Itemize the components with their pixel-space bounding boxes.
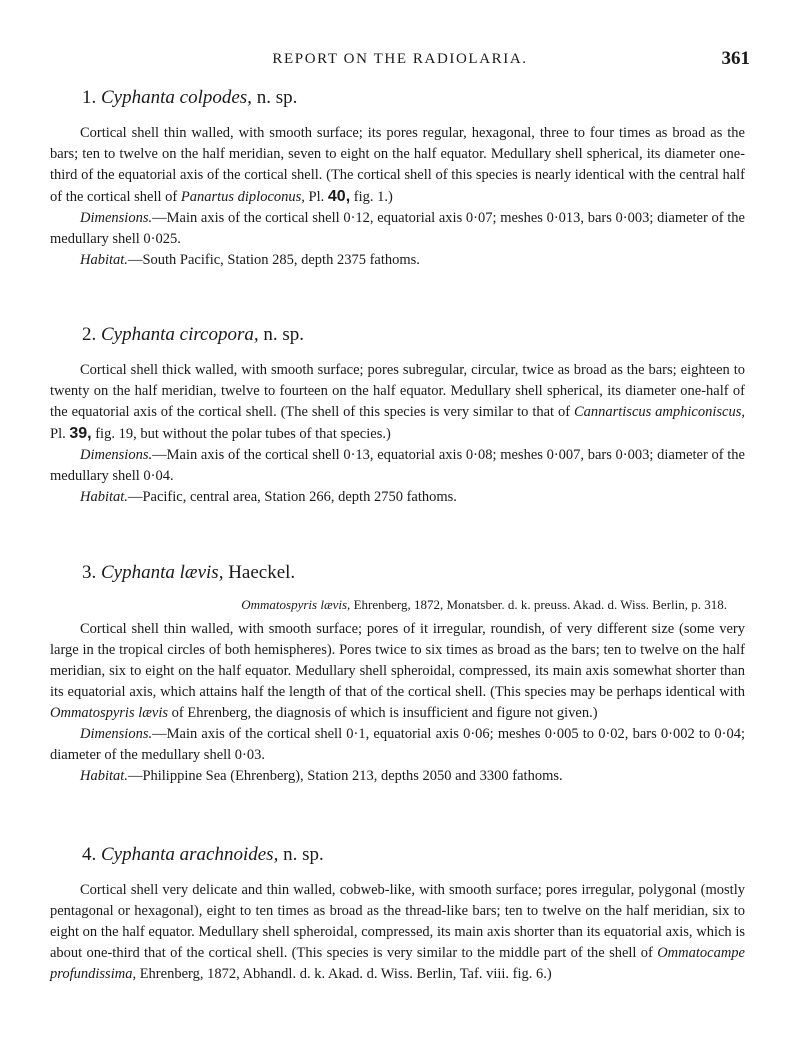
species-number: 2.	[82, 324, 97, 345]
running-head	[0, 48, 800, 72]
species-author: Haeckel.	[228, 562, 296, 583]
species-dimensions: Dimensions.—Main axis of the cortical shell 0·12, equatorial axis 0·07; meshes 0·013, bars 0·003; diameter of the medullary shell 0·025.	[50, 210, 745, 247]
species-description: Cortical shell very delicate and thin walled, cobweb-like, with smooth surface; pores irregular, polygonal (mostly pentagonal or hexagonal), eight to ten times as broad as the thread-like bars; ten to twelve on the half meridian, six to eight on the half equator. Medullary shell spheroidal, compressed, its main axis shorter than its equatorial axis, which is about one-third that of the cortical shell. (This species is very similar to the middle part of the shell of Ommatocampe profundissima, Ehrenberg, 1872, Abhandl. d. k. Akad. d. Wiss. Berlin, Taf. viii. fig. 6.)	[50, 882, 745, 982]
species-heading	[82, 86, 745, 110]
plate-number: 39,	[69, 425, 92, 442]
species-description: Cortical shell thin walled, with smooth surface; its pores regular, hexagonal, three to four times as broad as the bars; ten to twelve on the half meridian, seven to eight on the half equator. Medullary shell spherical, its diameter one-third of the equatorial axis of the cortical shell. (The cortical shell of this species is nearly identical with the central half of the cortical shell of Panartus diploconus, Pl. 40, fig. 1.)	[50, 125, 745, 205]
species-reference-name: Ommatospyris lævis	[50, 705, 169, 721]
species-habitat: Habitat.—South Pacific, Station 285, depth 2375 fathoms.	[80, 252, 420, 268]
species-entry	[50, 561, 745, 787]
species-description: Cortical shell thin walled, with smooth surface; pores of it irregular, roundish, of very different size (some very large in the tropical circles of both hemispheres). Pores twice to six times as broad as the bars; ten to twelve on the half meridian, six to eight on the half equator. Medullary shell spheroidal, compressed, its main axis somewhat shorter than its equatorial axis, which attains half the length of that of the cortical shell. (This species may be perhaps identical with Ommatospyris lævis of Ehrenberg, the diagnosis of which is insufficient and figure not given.)	[50, 621, 745, 721]
species-habitat: Habitat.—Pacific, central area, Station 266, depth 2750 fathoms.	[80, 489, 457, 505]
species-heading	[82, 843, 745, 867]
species-name: Cyphanta lævis,	[101, 562, 224, 583]
dimensions-label: Dimensions.	[80, 210, 153, 226]
species-entry	[50, 843, 745, 985]
species-reference-name: Cannartiscus amphiconiscus,	[573, 404, 745, 420]
species-author: n. sp.	[283, 844, 324, 865]
page-number: 361	[721, 48, 750, 69]
species-reference-name: Ommatocampe profundissima,	[50, 945, 745, 982]
synonym-reference: Ehrenberg, 1872, Monatsber. d. k. preuss. Akad. d. Wiss. Berlin, p. 318.	[350, 597, 727, 612]
species-dimensions: Dimensions.—Main axis of the cortical shell 0·1, equatorial axis 0·06; meshes 0·005 to 0·02, bars 0·002 to 0·04; diameter of the medullary shell 0·03.	[50, 726, 745, 763]
species-entry	[50, 323, 745, 508]
running-title: REPORT ON THE RADIOLARIA.	[272, 51, 528, 67]
synonym-name: Ommatospyris lævis,	[241, 597, 351, 612]
habitat-label: Habitat.	[80, 768, 128, 784]
species-reference-name: Panartus diploconus,	[180, 189, 305, 205]
habitat-label: Habitat.	[80, 489, 128, 505]
species-synonym	[62, 595, 727, 615]
species-author: n. sp.	[256, 87, 298, 108]
species-entry	[50, 86, 745, 271]
species-habitat: Habitat.—Philippine Sea (Ehrenberg), Station 213, depths 2050 and 3300 fathoms.	[80, 768, 563, 784]
species-description: Cortical shell thick walled, with smooth surface; pores subregular, circular, twice as broad as the bars; eighteen to twenty on the half meridian, twelve to fourteen on the half equator. Medullary shell spherical, its diameter one-half of the equatorial axis of the cortical shell. (The shell of this species is very similar to that of Cannartiscus amphiconiscus, Pl. 39, fig. 19, but without the polar tubes of that species.)	[50, 362, 745, 442]
species-number: 3.	[82, 562, 97, 583]
species-heading	[82, 561, 745, 585]
species-author: n. sp.	[263, 324, 305, 345]
species-name: Cyphanta arachnoides,	[101, 844, 279, 865]
species-name: Cyphanta circopora,	[101, 324, 259, 345]
species-heading	[82, 323, 745, 347]
habitat-label: Habitat.	[80, 252, 128, 268]
species-number: 4.	[82, 844, 97, 865]
plate-number: 40,	[327, 188, 351, 205]
dimensions-label: Dimensions.	[80, 447, 153, 463]
species-number: 1.	[82, 87, 97, 108]
species-dimensions: Dimensions.—Main axis of the cortical shell 0·13, equatorial axis 0·08; meshes 0·007, bars 0·003; diameter of the medullary shell 0·04.	[50, 447, 745, 484]
species-name: Cyphanta colpodes,	[101, 87, 252, 108]
dimensions-label: Dimensions.	[80, 726, 153, 742]
